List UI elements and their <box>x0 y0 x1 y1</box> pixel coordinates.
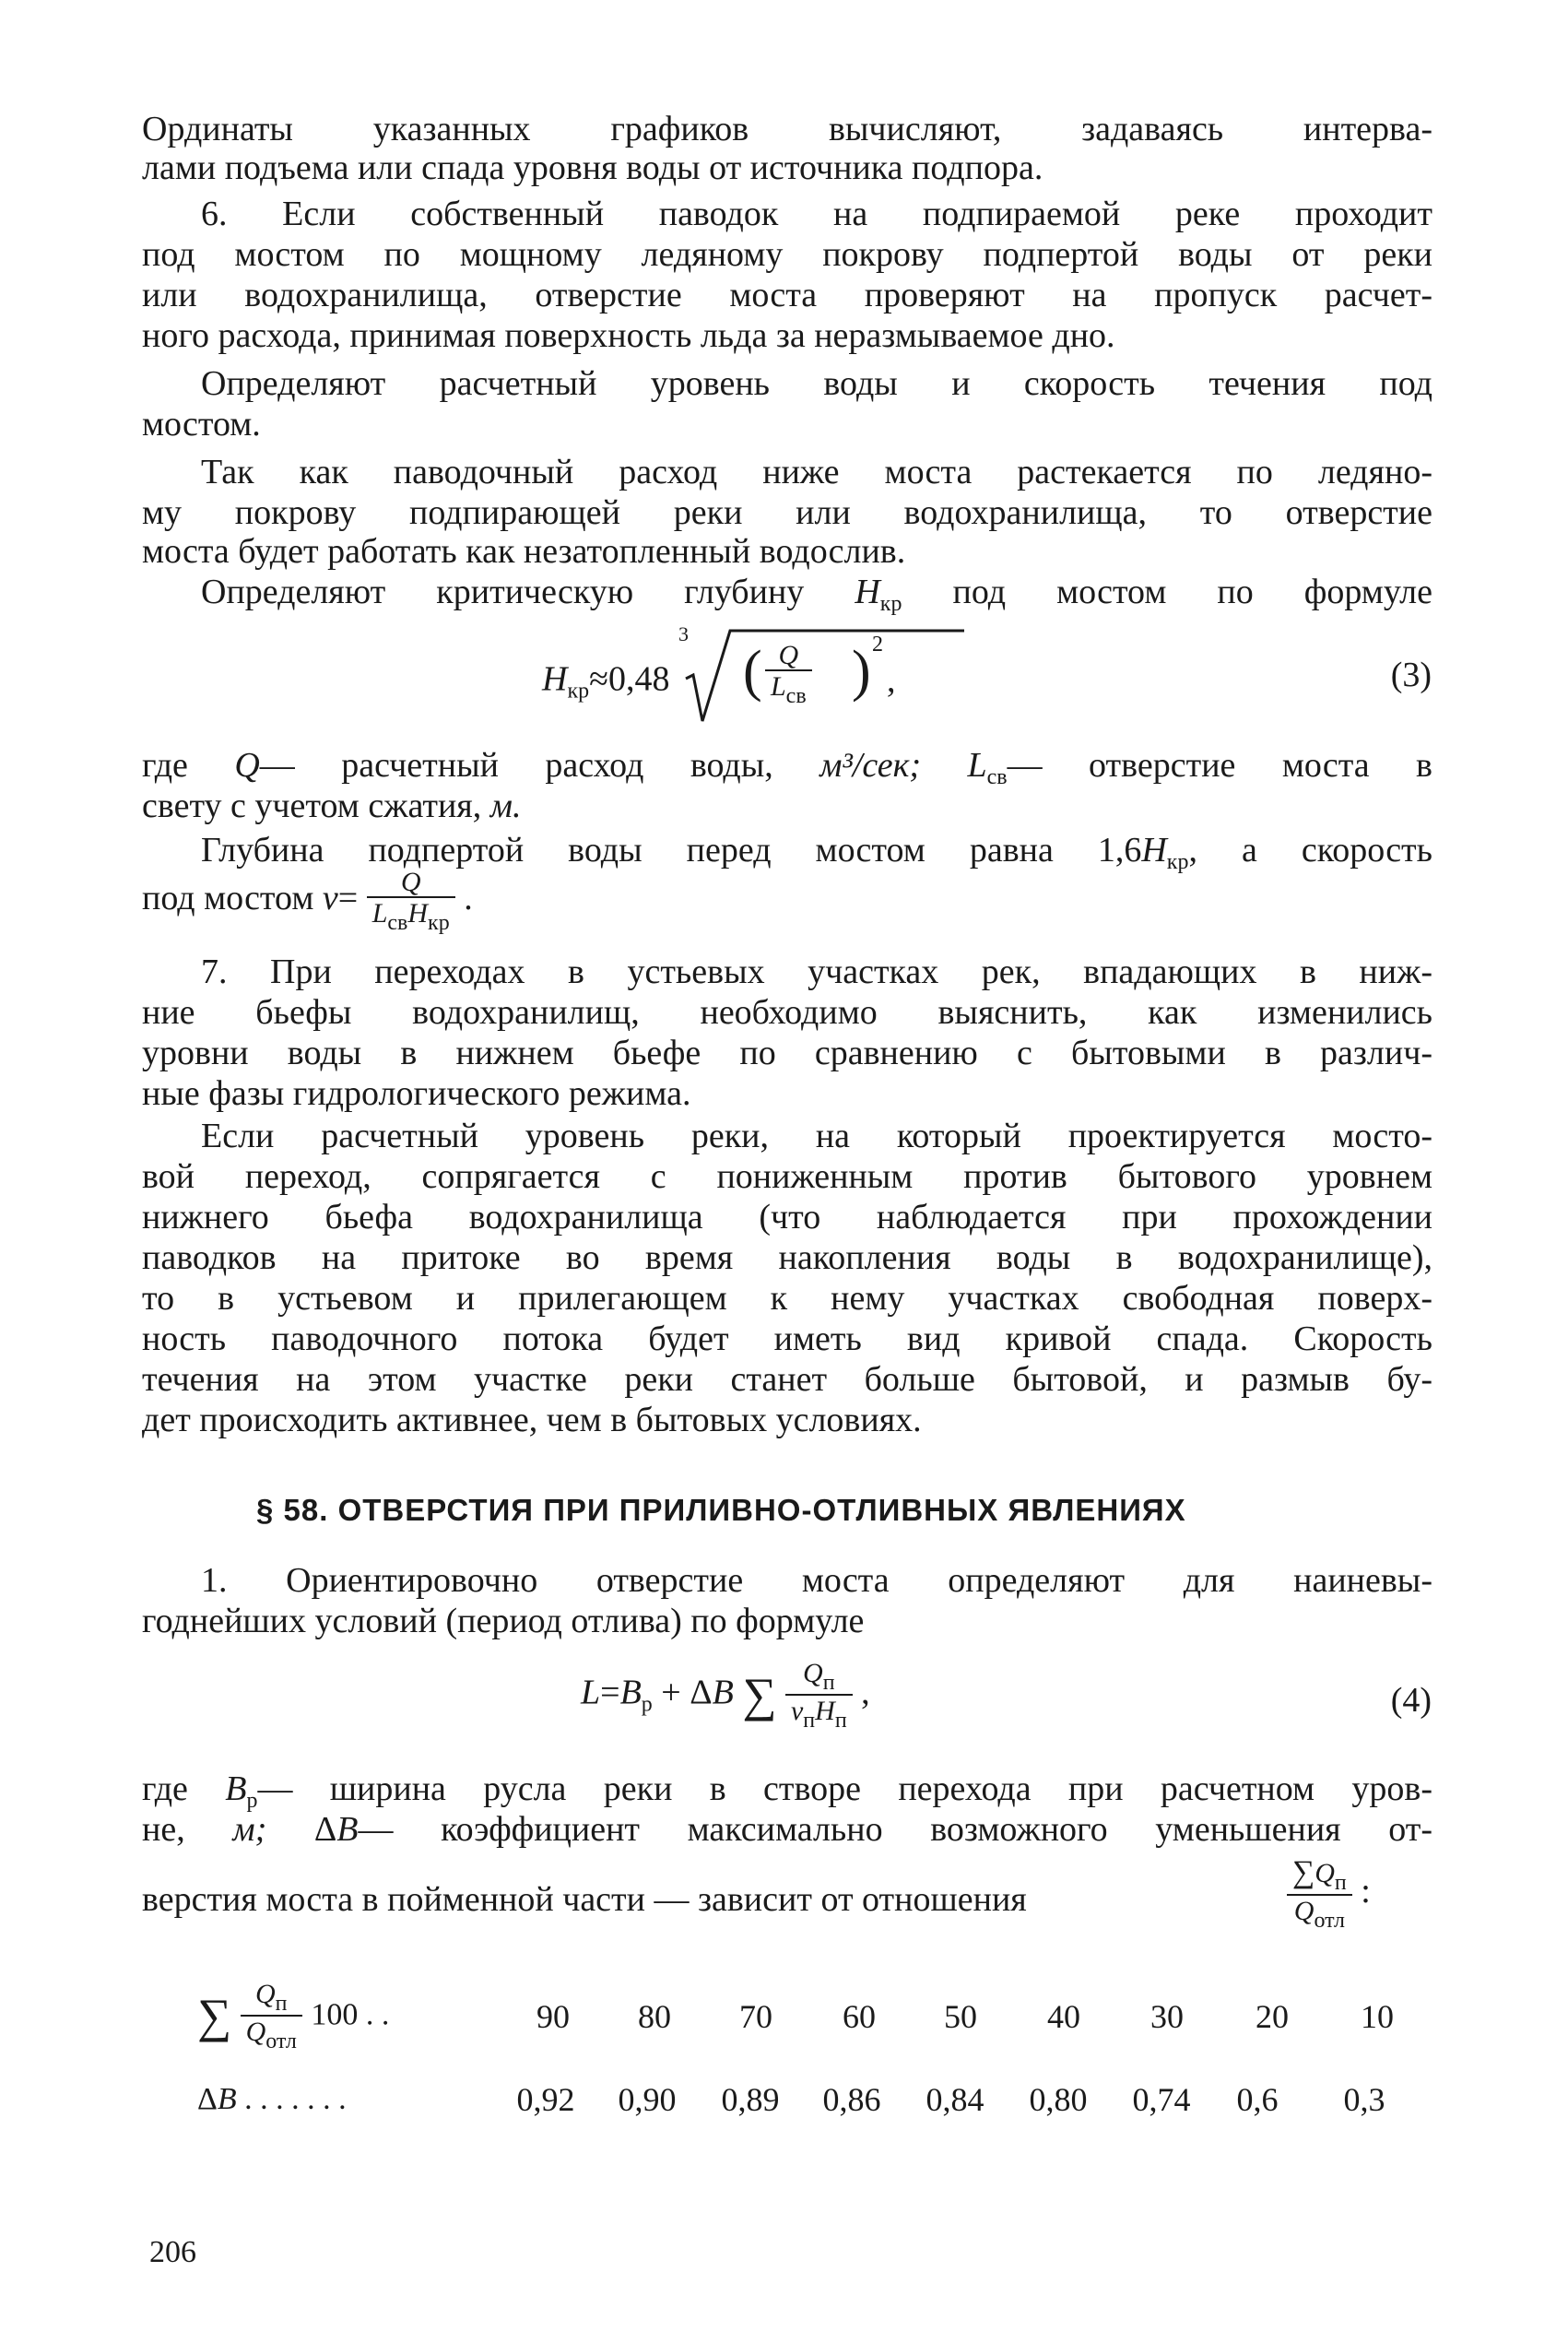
table-cell: 40 <box>1047 1998 1080 2035</box>
text-line: вой переход, сопрягается с пониженным против бытового уровнем <box>142 1157 1432 1196</box>
velocity-formula: под мостом v= $\frac{Q}{L_{св}H_{кр}}$ . <box>142 867 473 935</box>
text-line: течения на этом участке реки станет больше бытовой, и размыв бу- <box>142 1360 1432 1399</box>
text-line: ние бьефы водохранилищ, необходимо выяснить, как изменились <box>142 993 1432 1032</box>
text-line: лами подъема или спада уровня воды от источника подпора. <box>142 148 1043 187</box>
text-line: не, м; ΔB— коэффициент максимально возможного уменьшения от- <box>142 1810 1433 1849</box>
table-cell: 20 <box>1256 1998 1289 2035</box>
table-cell: 60 <box>843 1998 876 2035</box>
text-line: му покрову подпирающей реки или водохранилища, то отверстие <box>142 493 1432 532</box>
text-line: где Q— расчетный расход воды, м³/сек; $L_{св}—$ отверстие моста в <box>142 746 1432 789</box>
text-line: Глубина подпертой воды перед мостом равна $1,6H_{кр}$, а скорость <box>201 831 1432 874</box>
fraction: $\frac{Q_п}{v_пH_п}$ <box>785 1660 853 1732</box>
text-line: Определяют критическую глубину $H_{кр}$ под мостом по формуле <box>201 573 1433 616</box>
table-cell: 50 <box>944 1998 977 2035</box>
text-line: то в устьевом и прилегающем к нему участках свободная поверх- <box>142 1279 1432 1318</box>
text-line: годнейших условий (период отлива) по формуле <box>142 1602 865 1640</box>
table-cell: 0,74 <box>1132 2081 1191 2118</box>
text-line: верстия моста в пойменной части — зависит от отношения <box>142 1880 1027 1919</box>
text-line: свету с учетом сжатия, м. <box>142 787 522 825</box>
fraction: Q $L_{св}$ <box>765 642 812 707</box>
text-line: ного расхода, принимая поверхность льда за неразмываемое дно. <box>142 316 1115 355</box>
text-line: моста будет работать как незатопленный водослив. <box>142 532 906 571</box>
text-line: мостом. <box>142 405 261 444</box>
table-cell: 0,86 <box>822 2081 881 2118</box>
table-cell: 80 <box>638 1998 671 2035</box>
table-cell: 30 <box>1150 1998 1184 2035</box>
formula-4: $L=B_р + \Delta B$ ∑ $\frac{Q_п}{v_пH_п}$ , <box>581 1658 870 1733</box>
text-line: ность паводочного потока будет иметь вид кривой спада. Скорость <box>142 1319 1432 1358</box>
fraction: $\frac{\sum Q_п}{Q_{отл}}$ <box>1287 1857 1352 1932</box>
table-cell: 0,89 <box>721 2081 780 2118</box>
table-cell: 0,3 <box>1343 2081 1385 2118</box>
text-line: 6. Если собственный паводок на подпираемой реке проходит <box>201 195 1432 233</box>
row-label: ∑ $\frac{Q_п}{Q_{отл}}$ 100 . . <box>197 1979 390 2053</box>
table-cell: 0,92 <box>516 2081 575 2118</box>
formula-3: $H_{кр}\approx 0,48$ 3 ( Q $L_{св}$ ) 2 , <box>542 636 973 728</box>
text-line: где $B_р—$ ширина русла реки в створе перехода при расчетном уров- <box>142 1769 1433 1813</box>
table-cell: 0,6 <box>1236 2081 1279 2118</box>
text-line: Определяют расчетный уровень воды и скорость течения под <box>201 364 1432 403</box>
table-cell: 70 <box>739 1998 772 2035</box>
cube-root: 3 ( Q $L_{св}$ ) 2 , <box>678 636 973 728</box>
text-line: 1. Ориентировочно отверстие моста определяют для наиневы- <box>201 1561 1432 1600</box>
radical-sign <box>678 625 973 727</box>
section-heading: § 58. ОТВЕРСТИЯ ПРИ ПРИЛИВНО-ОТЛИВНЫХ ЯВЛЕНИЯХ <box>256 1493 1186 1527</box>
page-number: 206 <box>149 2235 196 2269</box>
table-cell: 0,84 <box>925 2081 984 2118</box>
text-line: Если расчетный уровень реки, на который проектируется мосто- <box>201 1117 1432 1155</box>
text-line: уровни воды в нижнем бьефе по сравнению с бытовыми в различ- <box>142 1034 1432 1072</box>
fraction: $\frac{Q_п}{Q_{отл}}$ <box>241 1981 302 2053</box>
text-line: или водохранилища, отверстие моста проверяют на пропуск расчет- <box>142 276 1432 314</box>
text-line: Ординаты указанных графиков вычисляют, задаваясь интерва- <box>142 110 1432 148</box>
table-cell: 0,90 <box>618 2081 677 2118</box>
row-label: ΔB . . . . . . . <box>197 2082 347 2116</box>
text-line: 7. При переходах в устьевых участках рек, впадающих в ниж- <box>201 953 1432 991</box>
equation-number: (3) <box>1390 656 1432 694</box>
text-line: нижнего бьефа водохранилища (что наблюдается при прохождении <box>142 1198 1432 1236</box>
table-cell: 10 <box>1361 1998 1394 2035</box>
text-line: под мостом по мощному ледяному покрову подпертой воды от реки <box>142 235 1432 274</box>
equation-number: (4) <box>1390 1681 1432 1720</box>
fraction: $\frac{Q}{L_{св}H_{кр}}$ <box>367 869 455 934</box>
table-cell: 0,80 <box>1029 2081 1088 2118</box>
text-line: Так как паводочный расход ниже моста растекается по ледяно- <box>201 453 1432 491</box>
table-cell: 90 <box>536 1998 570 2035</box>
text-line: ные фазы гидрологического режима. <box>142 1074 691 1113</box>
ratio-fraction: $\frac{\sum Q_п}{Q_{отл}}$ : <box>1287 1857 1371 1932</box>
text-line: дет происходить активнее, чем в бытовых условиях. <box>142 1401 922 1439</box>
text-line: паводков на притоке во время накопления воды в водохранилище), <box>142 1238 1432 1277</box>
